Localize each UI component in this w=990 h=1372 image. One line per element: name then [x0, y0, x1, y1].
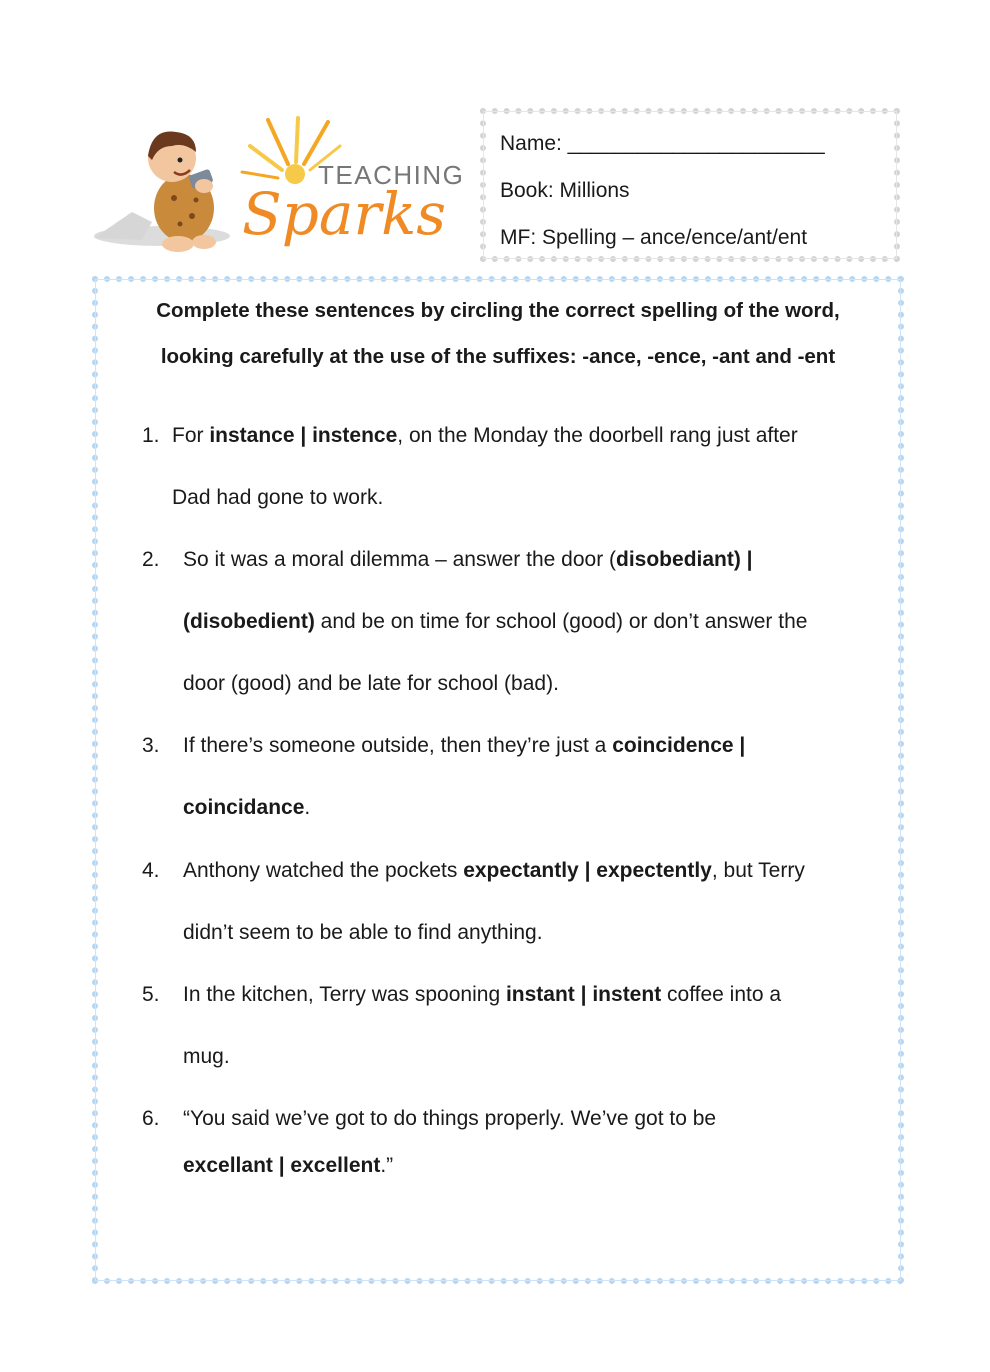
answer-choice[interactable]: instant | instent [505, 983, 662, 1006]
sentence-text: mug. [183, 1045, 230, 1068]
question-number: 2. [142, 548, 160, 571]
question-line [183, 591, 807, 653]
logo-word-bottom: Sparks [242, 180, 447, 248]
question-line [183, 840, 805, 902]
sentence-text: coffee into a [661, 983, 782, 1006]
answer-choice[interactable]: coincidance [183, 796, 305, 819]
question-line [183, 1135, 393, 1197]
sentence-text: .” [380, 1154, 394, 1177]
question-line [172, 467, 383, 529]
name-field: Name: ______________________ [500, 132, 825, 155]
worksheet-box [92, 276, 904, 1284]
instructions-line-1: Complete these sentences by circling the correct spelling of the word, [156, 299, 840, 322]
logo-rock [94, 212, 152, 240]
question-line [183, 902, 543, 964]
question-line [172, 405, 798, 467]
instructions [98, 288, 898, 380]
sentence-text: For [172, 424, 210, 447]
book-label: Book: Millions [500, 179, 630, 202]
sentence-text: didn’t seem to be able to find anything. [183, 921, 543, 944]
sentence-text: Dad had gone to work. [172, 486, 384, 509]
sentence-text: and be on time for school (good) or don’t answer the [314, 610, 808, 633]
logo-word-top: TEACHING [318, 160, 464, 190]
question-line [183, 715, 745, 777]
answer-choice[interactable]: instance | instence [209, 424, 398, 447]
question-line [183, 653, 559, 715]
question-line [183, 964, 781, 1026]
sentence-text: If there’s someone outside, then they’re just a [183, 734, 613, 757]
question-number: 6. [142, 1107, 160, 1130]
question-line [183, 777, 310, 839]
answer-choice[interactable]: coincidence | [612, 734, 746, 757]
answer-choice[interactable]: (disobedient) [183, 610, 315, 633]
sentence-text: , on the Monday the doorbell rang just after [397, 424, 798, 447]
answer-choice[interactable]: excellant | excellent [183, 1154, 381, 1177]
sentence-text: door (good) and be late for school (bad). [183, 672, 559, 695]
sentence-text: In the kitchen, Terry was spooning [183, 983, 506, 1006]
question-number: 4. [142, 859, 160, 882]
question-line [183, 529, 753, 591]
info-box [480, 108, 900, 262]
sentence-text: Anthony watched the pockets [183, 859, 464, 882]
question-number: 3. [142, 734, 160, 757]
question-number: 1. [142, 424, 160, 447]
logo-graphic [92, 112, 464, 260]
sentence-text: , but Terry [711, 859, 805, 882]
sentence-text: . [304, 796, 311, 819]
sentence-text: So it was a moral dilemma – answer the door ( [183, 548, 617, 571]
answer-choice[interactable]: expectantly | expectently [463, 859, 712, 882]
question-number: 5. [142, 983, 160, 1006]
teaching-sparks-logo [92, 112, 464, 260]
sentence-text: “You said we’ve got to do things properly. We’ve got to be [183, 1107, 717, 1130]
instructions-line-2: looking carefully at the use of the suffixes: -ance, -ence, -ant and -ent [160, 345, 836, 368]
question-line [183, 1026, 230, 1088]
mf-label: MF: Spelling – ance/ence/ant/ent [500, 226, 808, 249]
answer-choice[interactable]: disobediant) | [616, 548, 753, 571]
